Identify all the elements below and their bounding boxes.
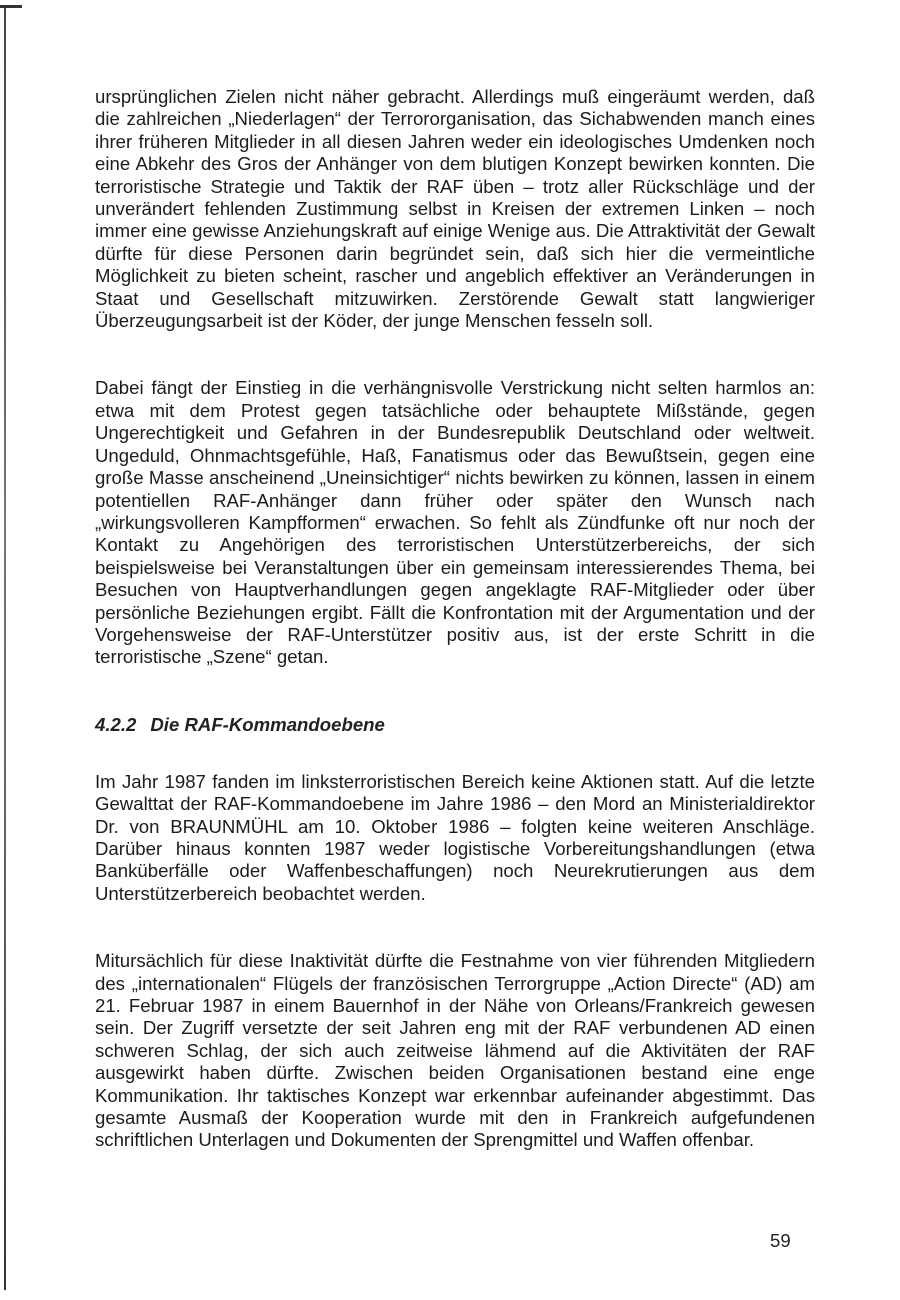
paragraph-1: ursprünglichen Zielen nicht näher gebracht. Allerdings muß eingeräumt werden, daß die zahlreichen „Niederlagen“ der Terrororganisation, das Sichabwenden manch eines ihrer früheren Mitglieder in all diesen Jahren weder ein ideologisches Umdenken noch eine Abkehr des Gros der Anhänger von dem blutigen Konzept bewirken konnten. Die terroristische Strategie und Taktik der RAF üben – trotz aller Rückschläge und der unverändert fehlenden Zustimmung selbst in Kreisen der extremen Linken – noch immer eine gewisse Anziehungskraft auf einige Wenige aus. Die Attraktivität der Gewalt dürfte für diese Personen darin begründet sein, daß sich hier die vermeintliche Möglichkeit zu bieten scheint, rascher und angeblich effektiver an Veränderungen in Staat und Gesellschaft mitzuwirken. Zerstörende Gewalt statt langwieriger Überzeugungsarbeit ist der Köder, der junge Menschen fesseln soll. [95, 86, 816, 332]
paragraph-3: Im Jahr 1987 fanden im linksterroristischen Bereich keine Aktionen statt. Auf die letzte Gewalttat der RAF-Kommandoebene im Jahre 1986 – den Mord an Ministerialdirektor Dr. von BRAUNMÜHL am 10. Oktober 1986 – folgten keine weiteren Anschläge. Darüber hinaus konnten 1987 weder logistische Vorbereitungshandlungen (etwa Banküberfälle oder Waffenbeschaffungen) noch Neurekrutierungen aus dem Unterstützerbereich beobachtet werden. [95, 770, 815, 904]
binding-edge [4, 8, 6, 1290]
page-number: 59 [770, 1230, 791, 1251]
paragraph-2: Dabei fängt der Einstieg in die verhängnisvolle Verstrickung nicht selten harmlos an: etwa mit dem Protest gegen tatsächliche oder behauptete Mißstände, gegen Ungerechtigkeit und Gefahren in der Bundesrepublik Deutschland oder weltweit. Ungeduld, Ohnmachtsgefühle, Haß, Fanatismus oder das Bewußtsein, gegen eine große Masse anscheinend „Uneinsichtiger“ nichts bewirken zu können, lassen in einem potentiellen RAF-Anhänger dann früher oder später den Wunsch nach „wirkungsvolleren Kampfformen“ erwachen. So fehlt als Zündfunke oft nur noch der Kontakt zu Angehörigen des terroristischen Unterstützerbereichs, der sich beispielsweise bei Veranstaltungen über ein gemeinsam interessierendes Thema, bei Besuchen von Hauptverhandlungen gegen angeklagte RAF-Mitglieder oder über persönliche Beziehungen ergibt. Fällt die Konfrontation mit der Argumentation und der Vorgehensweise der RAF-Unterstützer positiv aus, ist der erste Schritt in die terroristische „Szene“ getan. [95, 377, 815, 668]
binding-mark [0, 5, 22, 8]
page-body [95, 86, 815, 1152]
section-heading [95, 714, 815, 736]
section-number: 4.2.2 [95, 713, 137, 735]
paragraph-4: Mitursächlich für diese Inaktivität dürfte die Festnahme von vier führenden Mitgliedern des „internationalen“ Flügels der französischen Terrorgruppe „Action Directe“ (AD) am 21. Februar 1987 in einem Bauernhof in der Nähe von Orleans/Frankreich gewesen sein. Der Zugriff versetzte der seit Jahren eng mit der RAF verbundenen AD einen schweren Schlag, der sich auch zeitweise lähmend auf die Aktivitäten der RAF ausgewirkt haben dürfte. Zwischen beiden Organisationen bestand eine enge Kommunikation. Ihr taktisches Konzept war erkennbar aufeinander abgestimmt. Das gesamte Ausmaß der Kooperation wurde mit den in Frankreich aufgefundenen schriftlichen Unterlagen und Dokumenten der Sprengmittel und Waffen offenbar. [95, 950, 815, 1151]
section-title: Die RAF-Kommandoebene [150, 713, 385, 735]
